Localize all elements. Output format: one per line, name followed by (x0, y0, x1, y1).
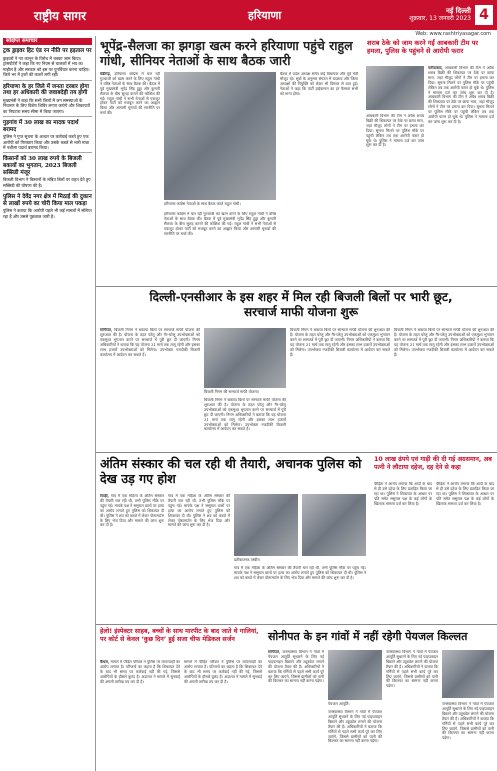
brief-headline: पुलिस ने देवेंद्र नगर क्षेत्र में मिठाई की दुकान से लाखों रुपये का चोरी किया माल पकड़ा (3, 194, 92, 207)
dowry-body-b: पीड़िता ने आरोप लगाया कि शादी के बाद से ही उसे दहेज के लिए प्रताड़ित किया जा रहा था। पुलिस ने शिकायत के आधार पर पति समेत ससुराल पक्ष के कई लोगों के खिलाफ मामला दर्ज कर लिया है। (436, 482, 494, 506)
funeral-body-c: गांव में एक महिला के अंतिम संस्कार की तैयारी चल रही थी, तभी पुलिस मौके पर पहुंच गई। मायके पक्ष ने ससुराल वालों पर हत्या का आरोप लगाते हुए पुलिस को शिकायत दी थी। पुलिस ने शव को कब्जे में लेकर पोस्टमार्टम के लिए भेज दिया और मामले की जांच शुरू कर दी है। (234, 566, 366, 580)
water-body-a: सोनीपत, जनस्वास्थ्य विभाग ने गांवों में पेयजल आपूर्ति सुधारने के लिए नई पाइपलाइन बिछाने और ट्यूबवेल लगाने की योजना तैयार की है। अधिकारियों ने बताया कि गर्मियों से पहले सभी कार्य पूरे कर लिए जाएंगे, जिससे ग्रामीणों को पानी की किल्लत का सामना नहीं करना पड़ेगा। (268, 650, 324, 684)
funeral-photo-2 (302, 494, 366, 556)
funeral-photo (234, 494, 298, 556)
water-photo-2 (442, 650, 494, 698)
lead-headline: भूपेंद्र-सैलजा का झगड़ा खत्म करने हरियाणा पहुंचे राहुल गांधी, सीनियर नेताओं के साथ बैठक जारी (100, 38, 353, 68)
edition-date: शुक्रवार, 13 जनवरी 2023 (409, 15, 471, 22)
side-headline: शराब ठेके को जाम करने गईं आबकारी टीम पर हमला, पुलिस के पहुंचने से आरोपी फरार (367, 39, 479, 55)
electric-headline: दिल्ली-एनसीआर के इस शहर में मिल रही बिजली बिलों पर भारी छूट, सरचार्ज माफी योजना शुरू (149, 290, 453, 319)
electric-photo-caption: बिजली निगम की सरचार्ज माफी योजना। (204, 389, 259, 394)
brief-item (3, 156, 92, 188)
funeral-body-b: गांव में एक महिला के अंतिम संस्कार की तैयारी चल रही थी, तभी पुलिस मौके पर पहुंच गई। मायके पक्ष ने ससुराल वालों पर हत्या का आरोप लगाते हुए पुलिस को शिकायत दी थी। पुलिस ने शव को कब्जे में लेकर पोस्टमार्टम के लिए भेज दिया और मामले की जांच शुरू कर दी है। (168, 494, 230, 528)
brief-news-label: संक्षिप्त समाचार (3, 38, 92, 45)
bottom-left-body-a: कैथल, मामले में पीड़ित परिवार ने पुलिस पर लापरवाही का आरोप लगाया है। परिजनों का कहना है कि शिकायत देने के बाद भी समय पर कार्रवाई नहीं की गई, जिससे आरोपियों के हौसले बुलंद हैं। अदालत ने मामले में सुनवाई की अगली तारीख तय कर दी है। (100, 660, 180, 684)
lead-body-b: बैठक में प्रदेश अध्यक्ष समेत कई विधायक और पूर्व मंत्री मौजूद रहे। सूत्रों के अनुसार संगठन में बदलाव और जिला अध्यक्षों की नियुक्ति को लेकर भी विस्तार से बात हुई। नेताओं ने कहा कि पार्टी हाईकमान का हर फैसला सभी को मान्य होगा। (280, 72, 358, 96)
water-body-b: जनस्वास्थ्य विभाग ने गांवों में पेयजल आपूर्ति सुधारने के लिए नई पाइपलाइन बिछाने और ट्यूबवेल लगाने की योजना तैयार की है। अधिकारियों ने बताया कि गर्मियों से पहले सभी कार्य पूरे कर लिए जाएंगे, जिससे ग्रामीणों को पानी की किल्लत का सामना नहीं करना पड़ेगा। (328, 710, 382, 744)
side-body: फरीदाबाद, आबकारी विभाग की टीम ने अवैध शराब बिक्री की शिकायत पर ठेके पर छापा मारा, जहां मौजूद लोगों ने टीम पर हमला कर दिया। सूचना मिलने पर पुलिस मौके पर पहुंची लेकिन तब तक आरोपी फरार हो चुके थे। पुलिस ने मामला दर्ज कर जांच शुरू कर दी है। आबकारी विभाग की टीम ने अवैध शराब बिक्री की शिकायत पर ठेके पर छापा मारा, जहां मौजूद लोगों ने टीम पर हमला कर दिया। सूचना मिलने पर पुलिस मौके पर पहुंची लेकिन तब तक आरोपी फरार हो चुके थे। पुलिस ने मामला दर्ज कर जांच शुरू कर दी है। (428, 66, 494, 124)
dowry-body-a: पीड़िता ने आरोप लगाया कि शादी के बाद से ही उसे दहेज के लिए प्रताड़ित किया जा रहा था। पुलिस ने शिकायत के आधार पर पति समेत ससुराल पक्ष के कई लोगों के खिलाफ मामला दर्ज कर लिया है। (374, 482, 432, 506)
lead-photo-caption: हरियाणा कांग्रेस नेताओं के साथ बैठक करते राहुल गांधी। (164, 201, 241, 206)
lead-body-c: हरियाणा कांग्रेस में चल रही गुटबाजी को खत्म करने के लिए राहुल गांधी ने वरिष्ठ नेताओं के साथ बैठक की। बैठक में पूर्व मुख्यमंत्री भूपेंद्र सिंह हुड्डा और कुमारी सैलजा के बीच सुलह कराने की कोशिश की गई। राहुल गांधी ने सभी नेताओं से एकजुट होकर पार्टी को मजबूत करने का आह्वान किया और आगामी चुनावों की रणनीति पर चर्चा की। (164, 212, 276, 236)
side-body-cont: आबकारी विभाग की टीम ने अवैध शराब बिक्री की शिकायत पर ठेके पर छापा मारा, जहां मौजूद लोगों ने टीम पर हमला कर दिया। सूचना मिलने पर पुलिस मौके पर पहुंची लेकिन तब तक आरोपी फरार हो चुके थे। पुलिस ने मामला दर्ज कर जांच शुरू कर दी है। (366, 114, 424, 148)
brief-item (3, 48, 92, 77)
dowry-headline: 10 लाख ढंपये एवं गाड़ी की दी गई अग्रसमान, अब पत्नी ने लौटाया दहेज, दह देने से कहा (374, 456, 492, 471)
water-photo-caption: पेयजल आपूर्ति। (328, 701, 350, 706)
funeral-photo-caption: प्रतीकात्मक तस्वीर। (234, 557, 261, 562)
brief-item (3, 120, 92, 150)
edition-city: नई दिल्ली (445, 7, 471, 15)
brief-body: ड्राइवरों ने नए कानून के विरोध में चक्का जाम किया। ट्रांसपोर्टरों ने कहा कि नए नियम से चालकों में भय का माहौल है और सरकार को इस पर पुनर्विचार करना चाहिए। जिले भर में ट्रकों की कतारें लगी रहीं। (3, 56, 90, 78)
brief-item (3, 84, 92, 114)
water-body-d: जनस्वास्थ्य विभाग ने गांवों में पेयजल आपूर्ति सुधारने के लिए नई पाइपलाइन बिछाने और ट्यूबवेल लगाने की योजना तैयार की है। अधिकारियों ने बताया कि गर्मियों से पहले सभी कार्य पूरे कर लिए जाएंगे, जिससे ग्रामीणों को पानी की किल्लत का सामना नहीं करना पड़ेगा। (442, 702, 494, 741)
funeral-headline: अंतिम संस्कार की चल रही थी तैयारी, अचानक पुलिस को देख उड़ गए होश (100, 456, 362, 486)
brief-item (3, 194, 92, 219)
bottom-left-body-b: मामले में पीड़ित परिवार ने पुलिस पर लापरवाही का आरोप लगाया है। परिजनों का कहना है कि शिकायत देने के बाद भी समय पर कार्रवाई नहीं की गई, जिससे आरोपियों के हौसले बुलंद हैं। अदालत ने मामले में सुनवाई की अगली तारीख तय कर दी है। (184, 660, 262, 684)
brief-body: पुलिस ने गुप्त सूचना के आधार पर कार्रवाई करते हुए एक आरोपी को गिरफ्तार किया और उसके कब्जे से भारी मात्रा में नशीला पदार्थ बरामद किया। (3, 134, 90, 151)
side-photo (366, 66, 424, 110)
website-url: Web: www.rashtriyasagar.com (415, 31, 491, 37)
bottom-left-headline: हेलो! इंस्पेक्टर साहब, बच्चों के साथ मारपीट के बाद जाते थे गालियां, पर कोर्ट से केवल ‘कुछ दिन’ हुई सजा चीफ मेडिकल सर्जन (100, 628, 259, 643)
brief-headline: हरियाणा के हर जिले में जनता दरबार होगा तथा हर अधिकारी की जवाबदेही तय होगी (3, 83, 89, 97)
brief-headline: किसानों को 30 लाख रुपये के बिजली बकायों का भुगतान, 2023 बिजली सब्सिडी मंजूर (3, 156, 82, 176)
electric-photo (204, 328, 286, 388)
main-content (96, 36, 497, 771)
water-body-c: जनस्वास्थ्य विभाग ने गांवों में पेयजल आपूर्ति सुधारने के लिए नई पाइपलाइन बिछाने और ट्यूबवेल लगाने की योजना तैयार की है। अधिकारियों ने बताया कि गर्मियों से पहले सभी कार्य पूरे कर लिए जाएंगे, जिससे ग्रामीणों को पानी की किल्लत का सामना नहीं करना पड़ेगा। (386, 650, 438, 689)
electric-body-a: सोनीपत, बिजली निगम ने बकाया बिलों पर सरचार्ज माफी योजना की शुरुआत की है। योजना के तहत घरेलू और गैर-घरेलू उपभोक्ताओं को एकमुश्त भुगतान करने पर सरचार्ज में पूरी छूट दी जाएगी। निगम अधिकारियों ने बताया कि यह योजना 31 मार्च तक लागू रहेगी और इसका लाभ हजारों उपभोक्ताओं को मिलेगा। उपभोक्ता नजदीकी बिजली कार्यालय में आवेदन कर सकते हैं। (100, 328, 200, 357)
page-number: 4 (475, 5, 493, 25)
electric-body-c: बिजली निगम ने बकाया बिलों पर सरचार्ज माफी योजना की शुरुआत की है। योजना के तहत घरेलू और गैर-घरेलू उपभोक्ताओं को एकमुश्त भुगतान करने पर सरचार्ज में पूरी छूट दी जाएगी। निगम अधिकारियों ने बताया कि यह योजना 31 मार्च तक लागू रहेगी और इसका लाभ हजारों उपभोक्ताओं को मिलेगा। उपभोक्ता नजदीकी बिजली कार्यालय में आवेदन कर सकते हैं। (290, 328, 390, 357)
electric-body-d: बिजली निगम ने बकाया बिलों पर सरचार्ज माफी योजना की शुरुआत की है। योजना के तहत घरेलू और गैर-घरेलू उपभोक्ताओं को एकमुश्त भुगतान करने पर सरचार्ज में पूरी छूट दी जाएगी। निगम अधिकारियों ने बताया कि यह योजना 31 मार्च तक लागू रहेगी और इसका लाभ हजारों उपभोक्ताओं को मिलेगा। उपभोक्ता नजदीकी बिजली कार्यालय में आवेदन कर सकते हैं। (394, 328, 494, 357)
electric-body-b: बिजली निगम ने बकाया बिलों पर सरचार्ज माफी योजना की शुरुआत की है। योजना के तहत घरेलू और गैर-घरेलू उपभोक्ताओं को एकमुश्त भुगतान करने पर सरचार्ज में पूरी छूट दी जाएगी। निगम अधिकारियों ने बताया कि यह योजना 31 मार्च तक लागू रहेगी और इसका लाभ हजारों उपभोक्ताओं को मिलेगा। उपभोक्ता नजदीकी बिजली कार्यालय में आवेदन कर सकते हैं। (204, 398, 286, 432)
funeral-body-a: रेवाड़ी, गांव में एक महिला के अंतिम संस्कार की तैयारी चल रही थी, तभी पुलिस मौके पर पहुंच गई। मायके पक्ष ने ससुराल वालों पर हत्या का आरोप लगाते हुए पुलिस को शिकायत दी थी। पुलिस ने शव को कब्जे में लेकर पोस्टमार्टम के लिए भेज दिया और मामले की जांच शुरू कर दी है। (100, 494, 164, 528)
brief-body: बिजली विभाग ने किसानों के लंबित बिलों पर राहत देते हुए सब्सिडी की घोषणा की है। (3, 177, 91, 188)
brand-logo: राष्ट्रीय सागर (33, 8, 87, 23)
brief-body: पुलिस ने बताया कि आरोपी पहले भी कई मामलों में संलिप्त रहा है और उससे पूछताछ जारी है। (3, 208, 92, 219)
brief-body: मुख्यमंत्री ने कहा कि सभी जिलों में जन समस्याओं के निवारण के लिए विशेष शिविर लगाए जाएंगे और शिकायतों का निपटारा समय सीमा में किया जाएगा। (3, 97, 90, 114)
brief-news-column (0, 36, 96, 771)
lead-body-a: चंडीगढ़, हरियाणा कांग्रेस में चल रही गुटबाजी को खत्म करने के लिए राहुल गांधी ने वरिष्ठ नेताओं के साथ बैठक की। बैठक में पूर्व मुख्यमंत्री भूपेंद्र सिंह हुड्डा और कुमारी सैलजा के बीच सुलह कराने की कोशिश की गई। राहुल गांधी ने सभी नेताओं से एकजुट होकर पार्टी को मजबूत करने का आह्वान किया और आगामी चुनावों की रणनीति पर चर्चा की। (100, 72, 160, 116)
masthead (0, 0, 497, 30)
lead-photo (164, 72, 276, 200)
water-headline: सोनीपत के इन गांवों में नहीं रहेगी पेयजल किल्लत (268, 630, 468, 643)
brief-headline: ट्रक ड्राइवर हिट एंड रन नीति पर हड़ताल पर (3, 48, 92, 55)
water-photo (328, 650, 382, 700)
section-title: हरियाणा (248, 8, 282, 22)
brief-headline: गुड़गांव में 30 लाख का मादक पदार्थ बरामद (3, 120, 79, 133)
